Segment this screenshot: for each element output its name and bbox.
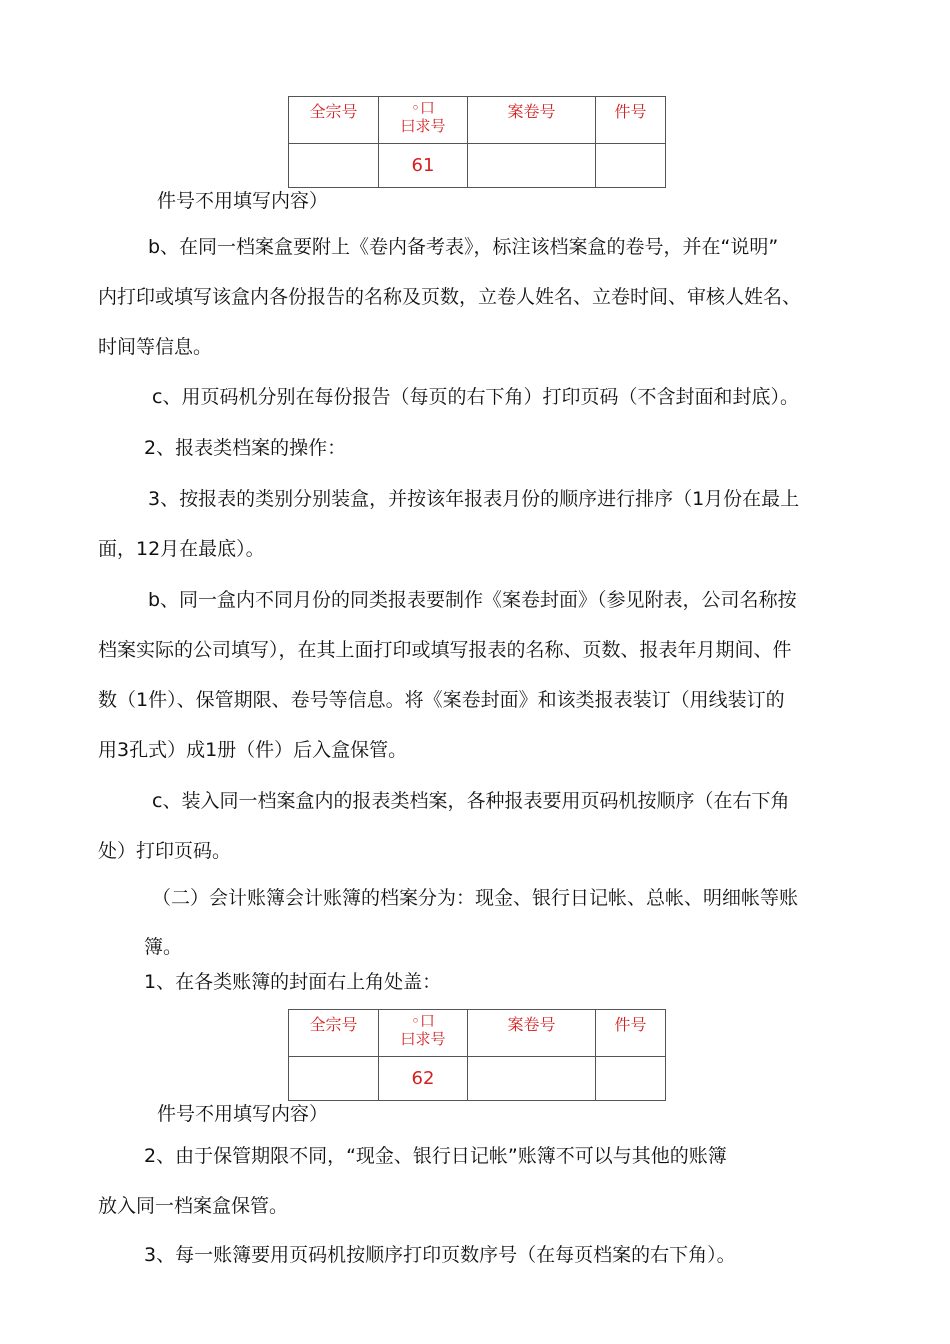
value-catalog-number: 61	[379, 144, 468, 188]
value-volume-number	[468, 1057, 596, 1101]
header-item-number: 件号	[596, 97, 666, 144]
value-fonds-number	[289, 144, 379, 188]
paragraph-line: c、用页码机分别在每份报告（每页的右下角）打印页码（不含封面和封底）。	[152, 386, 799, 408]
value-fonds-number	[289, 1057, 379, 1101]
paragraph-line: 处）打印页码。	[98, 840, 232, 862]
paragraph-line: 簿。	[144, 936, 183, 958]
paragraph-line: 面，12月在最底）。	[98, 538, 265, 560]
paragraph-line: c、装入同一档案盒内的报表类档案，各种报表要用页码机按顺序（在右下角	[152, 790, 790, 812]
paragraph-line: 3、按报表的类别分别装盒，并按该年报表月份的顺序进行排序（1月份在最上	[148, 488, 800, 510]
paragraph-line: b、在同一档案盒要附上《卷内备考表》，标注该档案盒的卷号，并在“说明”	[148, 236, 779, 258]
value-item-number	[596, 144, 666, 188]
header-fonds-number: 全宗号	[289, 1010, 379, 1057]
paragraph-line: 3、每一账簿要用页码机按顺序打印页数序号（在每页档案的右下角）。	[144, 1244, 736, 1266]
header-catalog-number: ◦口 曰求号	[379, 97, 468, 144]
paragraph-line: 2、由于保管期限不同，“现金、银行日记帐”账簿不可以与其他的账簿	[144, 1145, 727, 1167]
paragraph-line: 用3孔式）成1册（件）后入盒保管。	[98, 739, 408, 761]
paragraph-line: 时间等信息。	[98, 336, 213, 358]
header-item-number: 件号	[596, 1010, 666, 1057]
paragraph-line: 内打印或填写该盒内各份报告的名称及页数，立卷人姓名、立卷时间、审核人姓名、	[98, 286, 802, 308]
paragraph-line: 1、在各类账簿的封面右上角处盖：	[144, 971, 442, 993]
section-heading: 2、报表类档案的操作：	[144, 437, 347, 459]
archive-stamp-table-1	[288, 96, 666, 188]
paragraph-line: b、同一盒内不同月份的同类报表要制作《案卷封面》（参见附表，公司名称按	[148, 589, 797, 611]
section-heading: （二）会计账簿会计账簿的档案分为：现金、银行日记帐、总帐、明细帐等账	[152, 887, 799, 909]
value-catalog-number: 62	[379, 1057, 468, 1101]
paragraph-line: 档案实际的公司填写），在其上面打印或填写报表的名称、页数、报表年月期间、件	[98, 639, 792, 661]
header-volume-number: 案卷号	[468, 97, 596, 144]
header-fonds-number: 全宗号	[289, 97, 379, 144]
paragraph-line: 放入同一档案盒保管。	[98, 1195, 289, 1217]
paragraph-line: 数（1件）、保管期限、卷号等信息。将《案卷封面》和该类报表装订（用线装订的	[98, 689, 785, 711]
header-catalog-number: ◦口 曰求号	[379, 1010, 468, 1057]
archive-stamp-table-2	[288, 1009, 666, 1101]
value-volume-number	[468, 144, 596, 188]
value-item-number	[596, 1057, 666, 1101]
note-line: 件号不用填写内容）	[157, 1103, 329, 1125]
note-line: 件号不用填写内容）	[157, 190, 329, 212]
header-volume-number: 案卷号	[468, 1010, 596, 1057]
